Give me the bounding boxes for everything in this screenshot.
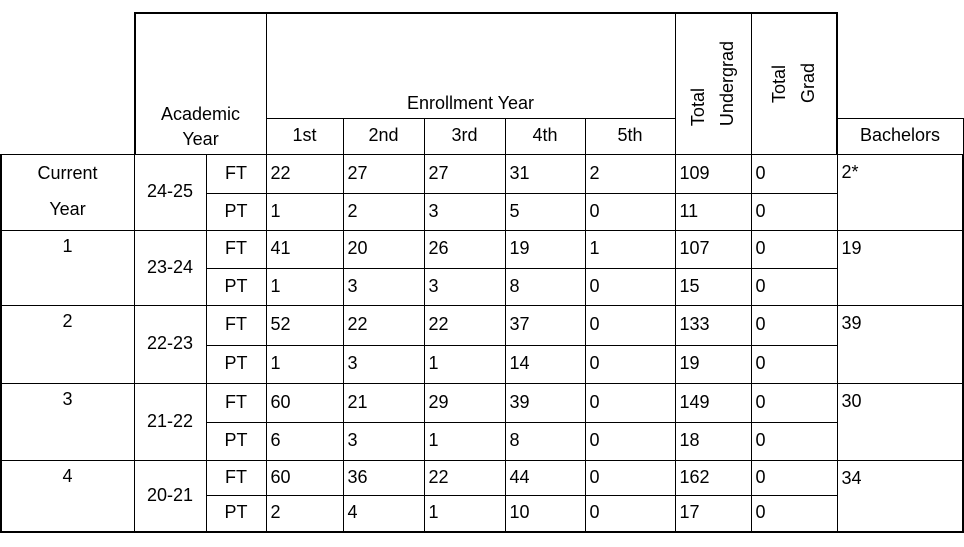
cell-bachelors: 19 bbox=[837, 230, 964, 306]
cell-pt-3rd: 3 bbox=[424, 268, 506, 306]
header-bachelors: Bachelors bbox=[837, 118, 964, 155]
row-label-current-year bbox=[0, 154, 135, 231]
header-year-2nd: 2nd bbox=[343, 118, 425, 155]
cell-pt-2nd: 2 bbox=[343, 193, 425, 231]
cell-pt-3rd: 1 bbox=[424, 495, 506, 533]
cell-pt-3rd: 1 bbox=[424, 345, 506, 384]
cell-ft-4th: 31 bbox=[505, 154, 586, 194]
row-label-line1: Current bbox=[37, 163, 98, 184]
row-label-2: 2 bbox=[0, 305, 135, 384]
cell-bachelors: 39 bbox=[837, 305, 964, 384]
header-academic-year-line2: Year bbox=[182, 128, 219, 149]
cell-ft-undergrad: 109 bbox=[675, 154, 752, 194]
cell-ft-2nd: 36 bbox=[343, 460, 425, 496]
academic-year-cell: 21-22 bbox=[134, 383, 207, 461]
status-ft: FT bbox=[206, 154, 267, 194]
cell-pt-4th: 8 bbox=[505, 268, 586, 306]
cell-ft-undergrad: 149 bbox=[675, 383, 752, 423]
enrollment-table bbox=[0, 12, 963, 532]
status-pt: PT bbox=[206, 193, 267, 231]
academic-year-cell: 22-23 bbox=[134, 305, 207, 384]
cell-pt-1st: 6 bbox=[266, 422, 344, 461]
cell-ft-4th: 19 bbox=[505, 230, 586, 269]
header-total-grad-line1: Total bbox=[768, 65, 789, 104]
status-ft: FT bbox=[206, 230, 267, 269]
cell-ft-undergrad: 107 bbox=[675, 230, 752, 269]
academic-year-cell: 20-21 bbox=[134, 460, 207, 533]
cell-ft-grad: 0 bbox=[751, 460, 838, 496]
header-academic-year bbox=[134, 12, 267, 155]
cell-pt-grad: 0 bbox=[751, 495, 838, 533]
cell-pt-undergrad: 17 bbox=[675, 495, 752, 533]
header-enrollment-year-label: Enrollment Year bbox=[406, 92, 535, 113]
cell-ft-grad: 0 bbox=[751, 305, 838, 346]
header-total-grad-line2: Grad bbox=[797, 63, 818, 104]
cell-pt-1st: 1 bbox=[266, 193, 344, 231]
cell-ft-5th: 0 bbox=[585, 460, 676, 496]
academic-year-cell: 23-24 bbox=[134, 230, 207, 306]
status-pt: PT bbox=[206, 422, 267, 461]
cell-pt-undergrad: 19 bbox=[675, 345, 752, 384]
status-pt: PT bbox=[206, 345, 267, 384]
cell-ft-3rd: 26 bbox=[424, 230, 506, 269]
status-ft: FT bbox=[206, 383, 267, 423]
cell-ft-3rd: 29 bbox=[424, 383, 506, 423]
header-total-undergrad bbox=[675, 12, 752, 155]
cell-ft-2nd: 22 bbox=[343, 305, 425, 346]
cell-ft-5th: 0 bbox=[585, 305, 676, 346]
cell-pt-2nd: 4 bbox=[343, 495, 425, 533]
cell-ft-4th: 44 bbox=[505, 460, 586, 496]
cell-pt-undergrad: 18 bbox=[675, 422, 752, 461]
cell-pt-2nd: 3 bbox=[343, 422, 425, 461]
cell-ft-3rd: 22 bbox=[424, 460, 506, 496]
cell-bachelors: 2* bbox=[837, 154, 964, 231]
cell-pt-5th: 0 bbox=[585, 495, 676, 533]
cell-ft-1st: 52 bbox=[266, 305, 344, 346]
cell-ft-4th: 37 bbox=[505, 305, 586, 346]
status-ft: FT bbox=[206, 460, 267, 496]
cell-pt-grad: 0 bbox=[751, 268, 838, 306]
academic-year-cell: 24-25 bbox=[134, 154, 207, 231]
cell-ft-grad: 0 bbox=[751, 154, 838, 194]
cell-ft-3rd: 22 bbox=[424, 305, 506, 346]
cell-pt-4th: 14 bbox=[505, 345, 586, 384]
cell-pt-1st: 2 bbox=[266, 495, 344, 533]
cell-pt-4th: 10 bbox=[505, 495, 586, 533]
cell-pt-4th: 8 bbox=[505, 422, 586, 461]
cell-ft-undergrad: 133 bbox=[675, 305, 752, 346]
header-total-undergrad-line1: Total bbox=[688, 88, 709, 127]
cell-ft-2nd: 20 bbox=[343, 230, 425, 269]
cell-pt-undergrad: 15 bbox=[675, 268, 752, 306]
cell-ft-undergrad: 162 bbox=[675, 460, 752, 496]
cell-pt-3rd: 1 bbox=[424, 422, 506, 461]
header-total-grad bbox=[751, 12, 838, 155]
header-year-5th: 5th bbox=[585, 118, 676, 155]
cell-pt-grad: 0 bbox=[751, 193, 838, 231]
cell-pt-5th: 0 bbox=[585, 345, 676, 384]
cell-pt-1st: 1 bbox=[266, 345, 344, 384]
row-label-3: 3 bbox=[0, 383, 135, 461]
cell-ft-1st: 41 bbox=[266, 230, 344, 269]
cell-pt-undergrad: 11 bbox=[675, 193, 752, 231]
header-year-1st: 1st bbox=[266, 118, 344, 155]
cell-pt-5th: 0 bbox=[585, 268, 676, 306]
cell-ft-3rd: 27 bbox=[424, 154, 506, 194]
row-label-1: 1 bbox=[0, 230, 135, 306]
cell-pt-2nd: 3 bbox=[343, 268, 425, 306]
cell-ft-2nd: 27 bbox=[343, 154, 425, 194]
header-year-4th: 4th bbox=[505, 118, 586, 155]
header-total-undergrad-line2: Undergrad bbox=[717, 40, 737, 127]
status-ft: FT bbox=[206, 305, 267, 346]
header-enrollment-year bbox=[266, 12, 676, 119]
cell-pt-5th: 0 bbox=[585, 422, 676, 461]
cell-ft-grad: 0 bbox=[751, 230, 838, 269]
cell-bachelors: 34 bbox=[837, 460, 964, 533]
cell-pt-1st: 1 bbox=[266, 268, 344, 306]
cell-ft-2nd: 21 bbox=[343, 383, 425, 423]
cell-pt-grad: 0 bbox=[751, 345, 838, 384]
cell-ft-1st: 60 bbox=[266, 383, 344, 423]
status-pt: PT bbox=[206, 495, 267, 533]
cell-ft-1st: 22 bbox=[266, 154, 344, 194]
header-academic-year-line1: Academic bbox=[160, 103, 241, 124]
cell-pt-5th: 0 bbox=[585, 193, 676, 231]
cell-bachelors: 30 bbox=[837, 383, 964, 461]
row-label-4: 4 bbox=[0, 460, 135, 533]
cell-ft-5th: 1 bbox=[585, 230, 676, 269]
row-label-line2: Year bbox=[49, 199, 86, 219]
cell-ft-5th: 2 bbox=[585, 154, 676, 194]
status-pt: PT bbox=[206, 268, 267, 306]
cell-pt-2nd: 3 bbox=[343, 345, 425, 384]
cell-ft-grad: 0 bbox=[751, 383, 838, 423]
header-year-3rd: 3rd bbox=[424, 118, 506, 155]
cell-ft-5th: 0 bbox=[585, 383, 676, 423]
cell-ft-1st: 60 bbox=[266, 460, 344, 496]
cell-pt-4th: 5 bbox=[505, 193, 586, 231]
cell-ft-4th: 39 bbox=[505, 383, 586, 423]
cell-pt-3rd: 3 bbox=[424, 193, 506, 231]
cell-pt-grad: 0 bbox=[751, 422, 838, 461]
